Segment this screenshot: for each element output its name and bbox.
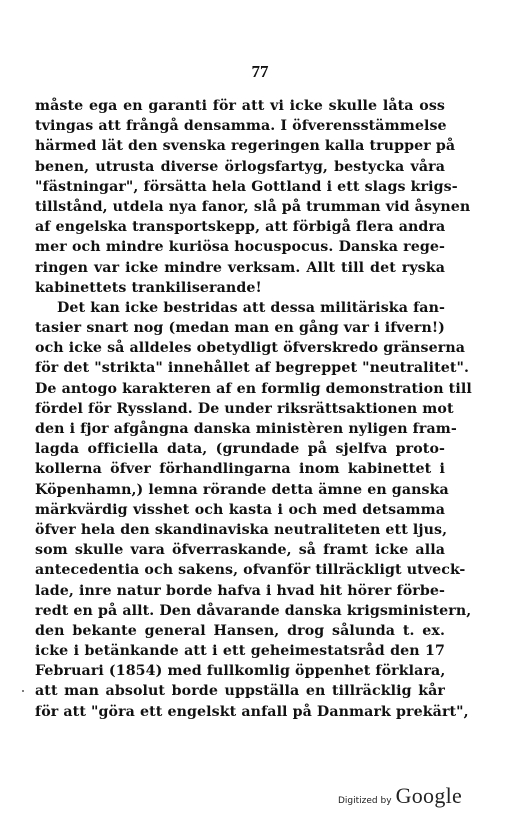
text-line: kollerna öfver förhandlingarna inom kabinettet i xyxy=(35,461,445,478)
text-line: De antogo karakteren af en formlig demonstration till xyxy=(35,380,472,397)
text-line: ringen var icke mindre verksam. Allt till det ryska xyxy=(35,259,445,276)
text-line: för det "strikta" innehållet af begreppet "neutralitet". xyxy=(35,360,470,377)
text-line: den i fjor afgångna danska ministèren nyligen fram- xyxy=(35,421,457,437)
text-line: märkvärdig visshet och kasta i och med detsamma xyxy=(35,501,445,518)
text-line: som skulle vara öfverraskande, så framt icke alla xyxy=(35,542,445,559)
paragraph xyxy=(35,298,472,722)
text-line: tillstånd, utdela nya fanor, slå på trumman vid åsynen xyxy=(35,198,471,215)
text-line: "fästningar", försätta hela Gottland i ett slags krigs- xyxy=(35,178,458,195)
text-line: icke i betänkande att i ett geheimestatsråd den 17 xyxy=(35,643,445,660)
text-line: kabinettets trankiliserande! xyxy=(35,279,262,296)
paragraph xyxy=(35,96,471,298)
page-number: 77 xyxy=(251,62,269,81)
text-line: måste ega en garanti för att vi icke skulle låta oss xyxy=(35,98,445,114)
digitized-label: Digitized by xyxy=(338,796,392,806)
text-line: lagda officiella data, (grundade på sjelfva proto- xyxy=(35,441,445,458)
google-logo: Google xyxy=(395,783,463,808)
digitized-footer xyxy=(338,783,462,807)
text-line: den bekante general Hansen, drog sålunda t. ex. xyxy=(35,622,445,639)
margin-mark xyxy=(22,690,24,692)
text-line: Köpenhamn,) lemna rörande detta ämne en ganska xyxy=(35,481,449,498)
text-line: mer och mindre kuriösa hocuspocus. Danska rege- xyxy=(35,239,445,256)
text-line: af engelska transportskepp, att förbigå flera andra xyxy=(35,219,446,236)
text-line: Det kan icke bestridas att dessa militäriska fan- xyxy=(57,299,445,316)
text-line: och icke så alldeles obetydligt öfverskredo gränserna xyxy=(35,340,466,357)
text-line: benen, utrusta diverse örlogsfartyg, bestycka våra xyxy=(35,158,445,175)
text-line: lade, inre natur borde hafva i hvad hit hörer förbe- xyxy=(35,582,445,599)
text-line: öfver hela den skandinaviska neutraliteten ett ljus, xyxy=(35,521,448,538)
text-line: att man absolut borde uppställa en tillräcklig kår xyxy=(35,683,445,700)
body-text xyxy=(35,96,472,722)
text-line: tasier snart nog (medan man en gång var i ifvern!) xyxy=(35,320,445,337)
text-line: redt en på allt. Den dåvarande danska krigsministern, xyxy=(35,602,472,619)
text-line: antecedentia och sakens, ofvanför tillräckligt utveck- xyxy=(35,562,466,579)
text-line: härmed lät den svenska regeringen kalla trupper på xyxy=(35,138,456,155)
text-line: för att "göra ett engelskt anfall på Danmark prekärt", xyxy=(35,703,469,720)
text-line: tvingas att frångå densamma. I öfverensstämmelse xyxy=(35,118,447,135)
text-line: Februari (1854) med fullkomlig öppenhet förklara, xyxy=(35,663,446,680)
text-line: fördel för Ryssland. De under riksrättsaktionen mot xyxy=(35,400,454,417)
